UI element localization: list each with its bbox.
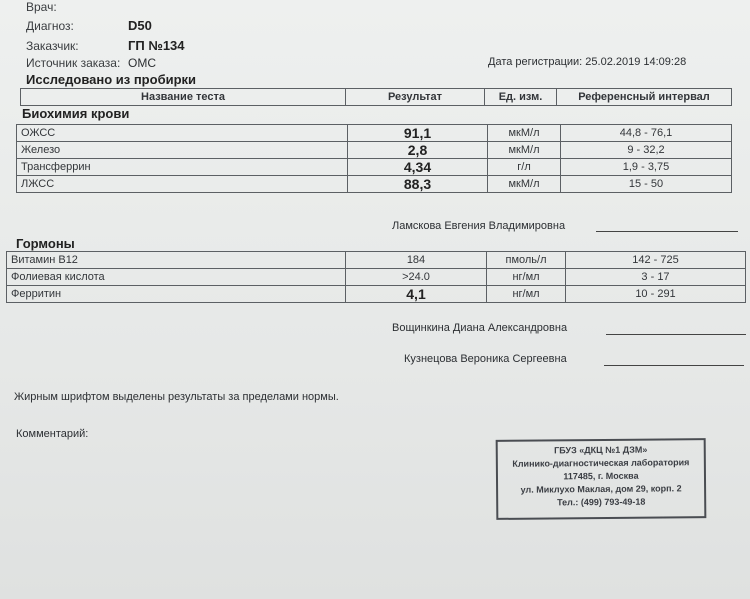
test-result: 4,1 <box>346 286 487 303</box>
test-result: 88,3 <box>348 176 488 193</box>
test-unit: мкМ/л <box>488 176 561 193</box>
test-name: Железо <box>17 142 348 159</box>
test-unit: мкМ/л <box>488 125 561 142</box>
test-unit: пмоль/л <box>487 252 566 269</box>
table-row <box>17 142 732 159</box>
hormones-signer-1-line <box>606 334 746 335</box>
table-row <box>17 176 732 193</box>
test-result: 184 <box>346 252 487 269</box>
table-row <box>17 159 732 176</box>
test-result: >24.0 <box>346 269 487 286</box>
test-unit: г/л <box>488 159 561 176</box>
test-result: 2,8 <box>348 142 488 159</box>
test-reference: 3 - 17 <box>566 269 746 286</box>
test-name: Трансферрин <box>17 159 348 176</box>
stamp-line: 117485, г. Москва <box>563 470 639 482</box>
table-row <box>7 252 746 269</box>
bold-results-note: Жирным шрифтом выделены результаты за пределами нормы. <box>14 391 339 403</box>
comment-label: Комментарий: <box>16 428 89 440</box>
test-result: 4,34 <box>348 159 488 176</box>
test-name: Витамин В12 <box>7 252 346 269</box>
col-header-name: Название теста <box>21 89 346 106</box>
test-unit: нг/мл <box>487 286 566 303</box>
biochem-signature-line <box>596 231 738 232</box>
table-row <box>7 286 746 303</box>
customer-value: ГП №134 <box>128 38 185 53</box>
order-source-label: Источник заказа: <box>26 56 121 70</box>
customer-label: Заказчик: <box>26 39 79 53</box>
stamp-line: ГБУЗ «ДКЦ №1 ДЗМ» <box>554 444 648 456</box>
test-name: ОЖСС <box>17 125 348 142</box>
col-header-unit: Ед. изм. <box>485 89 557 106</box>
diagnosis-value: D50 <box>128 18 152 33</box>
hormones-signer-2-line <box>604 365 744 366</box>
hormones-section-title: Гормоны <box>16 236 75 251</box>
test-reference: 44,8 - 76,1 <box>561 125 732 142</box>
test-reference: 10 - 291 <box>566 286 746 303</box>
diagnosis-label: Диагноз: <box>26 19 74 33</box>
test-unit: нг/мл <box>487 269 566 286</box>
test-reference: 142 - 725 <box>566 252 746 269</box>
test-name: Ферритин <box>7 286 346 303</box>
col-header-reference: Референсный интервал <box>557 89 732 106</box>
stamp-line: ул. Миклухо Маклая, дом 29, корп. 2 <box>520 483 682 495</box>
lab-stamp <box>496 438 707 520</box>
biochem-signer-name: Ламскова Евгения Владимировна <box>392 220 566 232</box>
test-reference: 1,9 - 3,75 <box>561 159 732 176</box>
biochem-section-title: Биохимия крови <box>22 106 130 121</box>
hormones-signer-2-name: Кузнецова Вероника Сергеевна <box>404 353 567 365</box>
tube-title: Исследовано из пробирки <box>26 72 197 87</box>
biochem-table <box>16 124 732 193</box>
test-name: Фолиевая кислота <box>7 269 346 286</box>
test-name: ЛЖСС <box>17 176 348 193</box>
test-result: 91,1 <box>348 125 488 142</box>
registration-date: Дата регистрации: 25.02.2019 14:09:28 <box>488 56 687 68</box>
results-table-header <box>20 88 732 106</box>
table-row <box>17 125 732 142</box>
hormones-signer-1-name: Вощинкина Диана Александровна <box>392 322 568 334</box>
doctor-label: Врач: <box>26 0 57 14</box>
col-header-result: Результат <box>346 89 485 106</box>
test-reference: 9 - 32,2 <box>561 142 732 159</box>
table-row <box>7 269 746 286</box>
test-reference: 15 - 50 <box>561 176 732 193</box>
stamp-line: Тел.: (499) 793-49-18 <box>557 496 646 508</box>
hormones-table <box>6 251 746 303</box>
order-source-value: ОМС <box>128 56 156 70</box>
test-unit: мкМ/л <box>488 142 561 159</box>
stamp-line: Клинико-диагностическая лаборатория <box>512 457 690 469</box>
